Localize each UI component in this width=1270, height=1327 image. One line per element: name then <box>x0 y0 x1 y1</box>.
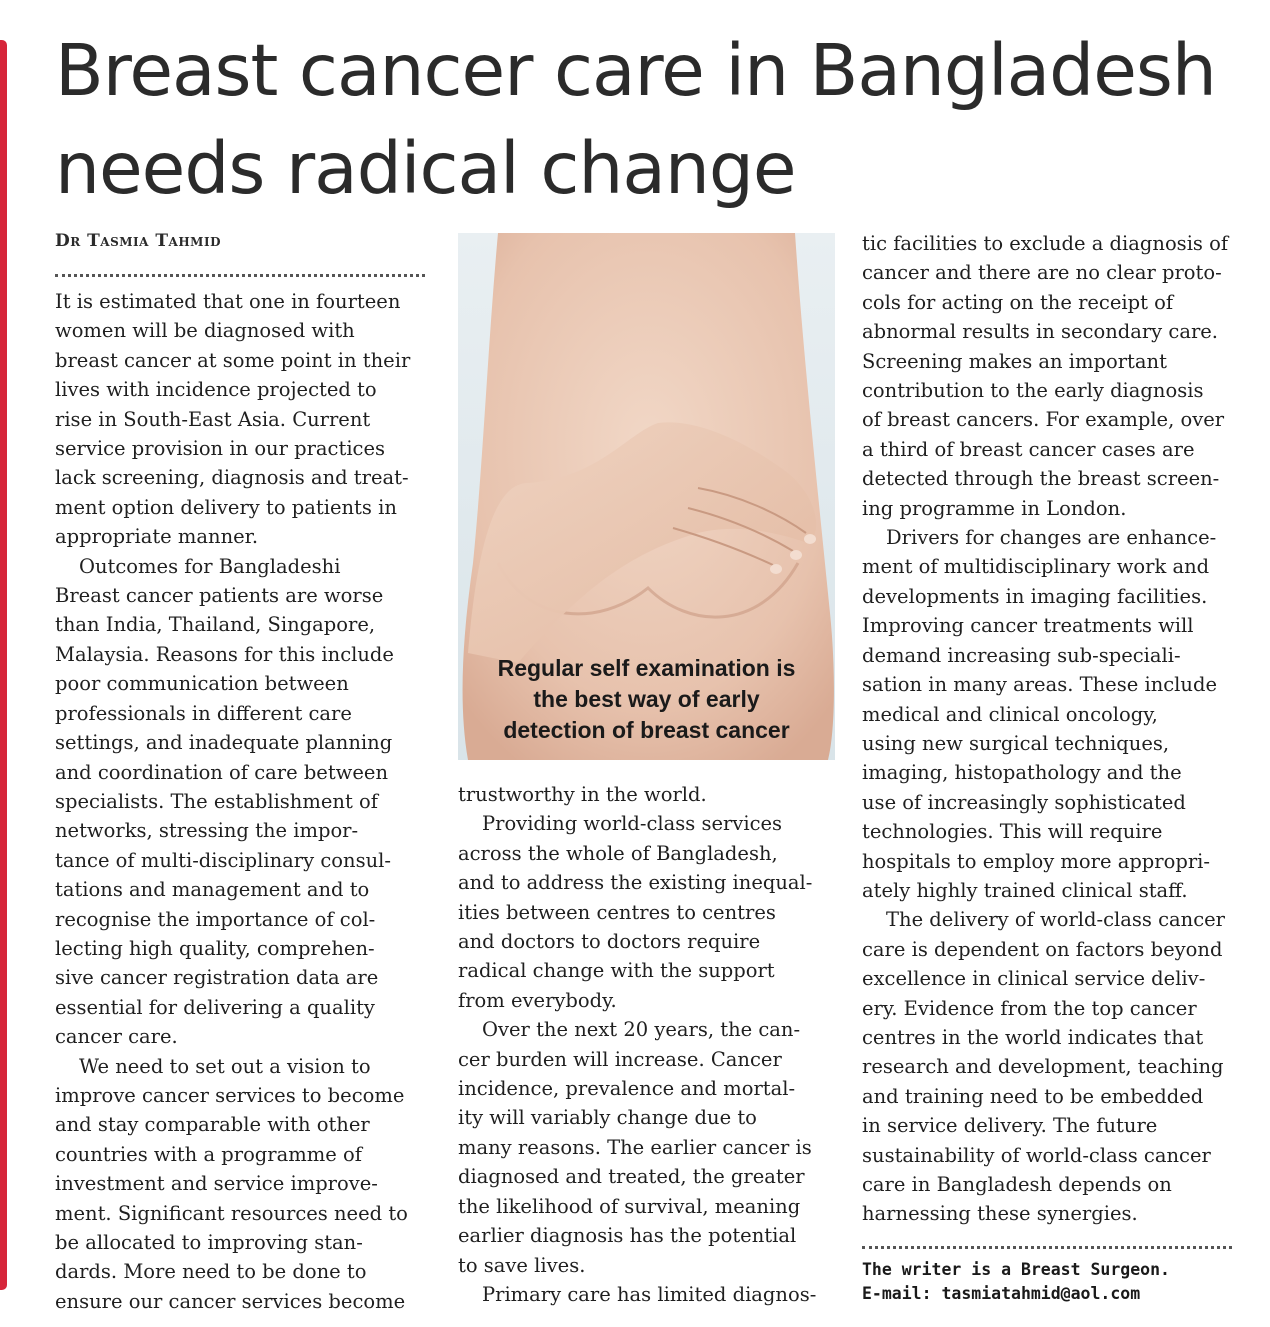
article-text-line: Over the next 20 years, the can- <box>482 1018 801 1042</box>
article-text-line: lives with incidence projected to <box>55 378 377 402</box>
article-text-line: many reasons. The earlier cancer is <box>458 1135 812 1159</box>
article-text-line: Improving cancer treatments will <box>862 614 1194 638</box>
article-text-line: Drivers for changes are enhance- <box>886 526 1217 550</box>
article-text-line: poor communication between <box>55 672 349 696</box>
article-text-line: ment of multidisciplinary work and <box>862 555 1210 579</box>
article-text-line: care is dependent on factors beyond <box>862 937 1223 961</box>
article-text-line: across the whole of Bangladesh, <box>458 841 778 865</box>
article-text-line: countries with a programme of <box>55 1142 362 1166</box>
article-text-line: in service delivery. The future <box>862 1114 1158 1138</box>
article-text-line: cancer and there are no clear proto- <box>862 261 1222 285</box>
byline-divider <box>55 274 425 277</box>
article-text-line: excellence in clinical service deliv- <box>862 967 1206 991</box>
article-text-line: Screening makes an important <box>862 349 1167 373</box>
article-text-line: dards. More need to be done to <box>55 1260 367 1284</box>
article-text-line: radical change with the support <box>458 959 775 983</box>
article-text-line: networks, stressing the impor- <box>55 819 359 843</box>
credit-divider <box>862 1246 1232 1249</box>
article-text-line: centres in the world indicates that <box>862 1025 1204 1049</box>
headline <box>55 22 1255 218</box>
article-text-line: abnormal results in secondary care. <box>862 320 1218 344</box>
article-text-line: tance of multi-disciplinary consul- <box>55 848 391 872</box>
article-text-line: essential for delivering a quality <box>55 995 375 1019</box>
article-text-line: from everybody. <box>458 988 617 1012</box>
author-credit <box>862 1258 1242 1306</box>
article-text-line: using new surgical techniques, <box>862 731 1170 755</box>
article-text-line: ity will variably change due to <box>458 1106 757 1130</box>
article-text-line: demand increasing sub-speciali- <box>862 643 1181 667</box>
article-text-line: technologies. This will require <box>862 820 1163 844</box>
article-text-line: medical and clinical oncology, <box>862 702 1158 726</box>
article-text-line: harnessing these synergies. <box>862 1202 1138 1226</box>
article-text-line: ensure our cancer services become <box>55 1289 406 1313</box>
column-2 <box>458 780 838 1309</box>
article-text-line: Breast cancer patients are worse <box>55 584 384 608</box>
article-text-line: a third of breast cancer cases are <box>862 437 1195 461</box>
article-text-line: lecting high quality, comprehen- <box>55 936 375 960</box>
column-3 <box>862 229 1242 1229</box>
article-text-line: We need to set out a vision to <box>79 1054 371 1078</box>
article-text-line: Providing world-class services <box>482 812 783 836</box>
credit-email: E-mail: tasmiatahmid@aol.com <box>862 1284 1141 1303</box>
article-text-line: imaging, histopathology and the <box>862 761 1182 785</box>
article-text-line: recognise the importance of col- <box>55 907 376 931</box>
article-text-line: Malaysia. Reasons for this include <box>55 642 394 666</box>
byline: Dr Tasmia Tahmid <box>55 231 221 251</box>
headline-line-1: Breast cancer care in Bangladesh <box>55 29 1216 112</box>
article-text-line: contribution to the early diagnosis <box>862 379 1204 403</box>
article-text-line: cer burden will increase. Cancer <box>458 1047 782 1071</box>
caption-line: detection of breast cancer <box>503 717 790 743</box>
headline-line-2: needs radical change <box>55 127 796 210</box>
article-text-line: cols for acting on the receipt of <box>862 290 1174 314</box>
article-text-line: ately highly trained clinical staff. <box>862 878 1188 902</box>
article-text-line: and coordination of care between <box>55 760 389 784</box>
article-text-line: ery. Evidence from the top cancer <box>862 996 1197 1020</box>
article-text-line: settings, and inadequate planning <box>55 731 393 755</box>
article-text-line: cancer care. <box>55 1025 178 1049</box>
article-text-line: investment and service improve- <box>55 1172 378 1196</box>
article-text-line: to save lives. <box>458 1253 586 1277</box>
article-text-line: professionals in different care <box>55 701 352 725</box>
caption-line: Regular self examination is <box>497 655 796 681</box>
article-text-line: ment option delivery to patients in <box>55 495 397 519</box>
article-text-line: be allocated to improving stan- <box>55 1231 363 1254</box>
article-photo <box>458 233 835 760</box>
article-text-line: Primary care has limited diagnos- <box>482 1282 817 1306</box>
article-text-line: earlier diagnosis has the potential <box>458 1224 797 1248</box>
article-text-line: detected through the breast screen- <box>862 467 1220 491</box>
article-text-line: and stay comparable with other <box>55 1113 370 1137</box>
article-text-line: trustworthy in the world. <box>458 783 707 806</box>
article-text-line: appropriate manner. <box>55 525 259 549</box>
article-text-line: research and development, teaching <box>862 1055 1224 1079</box>
article-text-line: specialists. The establishment of <box>55 789 378 813</box>
article-text-line: The delivery of world-class cancer <box>886 908 1225 932</box>
article-text-line: tic facilities to exclude a diagnosis of <box>862 232 1229 255</box>
article-text-line: breast cancer at some point in their <box>55 348 411 372</box>
article-text-line: developments in imaging facilities. <box>862 584 1208 608</box>
article-text-line: It is estimated that one in fourteen <box>55 290 401 313</box>
article-text-line: and training need to be embedded <box>862 1084 1204 1108</box>
column-1 <box>55 287 435 1316</box>
article-text-line: women will be diagnosed with <box>55 319 355 343</box>
article-text-line: care in Bangladesh depends on <box>862 1173 1172 1196</box>
article-text-line: sustainability of world-class cancer <box>862 1143 1211 1167</box>
article-text-line: of breast cancers. For example, over <box>862 408 1225 432</box>
article-text-line: and to address the existing inequal- <box>458 871 813 895</box>
article-text-line: tations and management and to <box>55 878 370 902</box>
article-text-line: Outcomes for Bangladeshi <box>79 554 341 578</box>
article-text-line: ing programme in London. <box>862 496 1127 520</box>
article-text-line: sation in many areas. These include <box>862 673 1217 697</box>
article-text-line: improve cancer services to become <box>55 1083 405 1107</box>
article-text-line: sive cancer registration data are <box>55 966 379 990</box>
article-text-line: than India, Thailand, Singapore, <box>55 613 376 637</box>
article-text-line: service provision in our practices <box>55 437 386 461</box>
caption-line: the best way of early <box>533 686 760 712</box>
article-text-line: use of increasingly sophisticated <box>862 790 1186 814</box>
article-text-line: ities between centres to centres <box>458 900 776 924</box>
article-text-line: hospitals to employ more appropri- <box>862 849 1210 873</box>
article-text-line: diagnosed and treated, the greater <box>458 1165 805 1189</box>
article-text-line: and doctors to doctors require <box>458 930 761 954</box>
article-text-line: ment. Significant resources need to <box>55 1201 408 1225</box>
photo-caption <box>458 653 835 746</box>
article-text-line: lack screening, diagnosis and treat- <box>55 466 409 490</box>
article-text-line: rise in South-East Asia. Current <box>55 407 371 431</box>
article-text-line: the likelihood of survival, meaning <box>458 1194 801 1218</box>
credit-role: The writer is a Breast Surgeon. <box>862 1260 1170 1279</box>
accent-bar <box>0 40 7 1290</box>
article-text-line: incidence, prevalence and mortal- <box>458 1077 796 1101</box>
